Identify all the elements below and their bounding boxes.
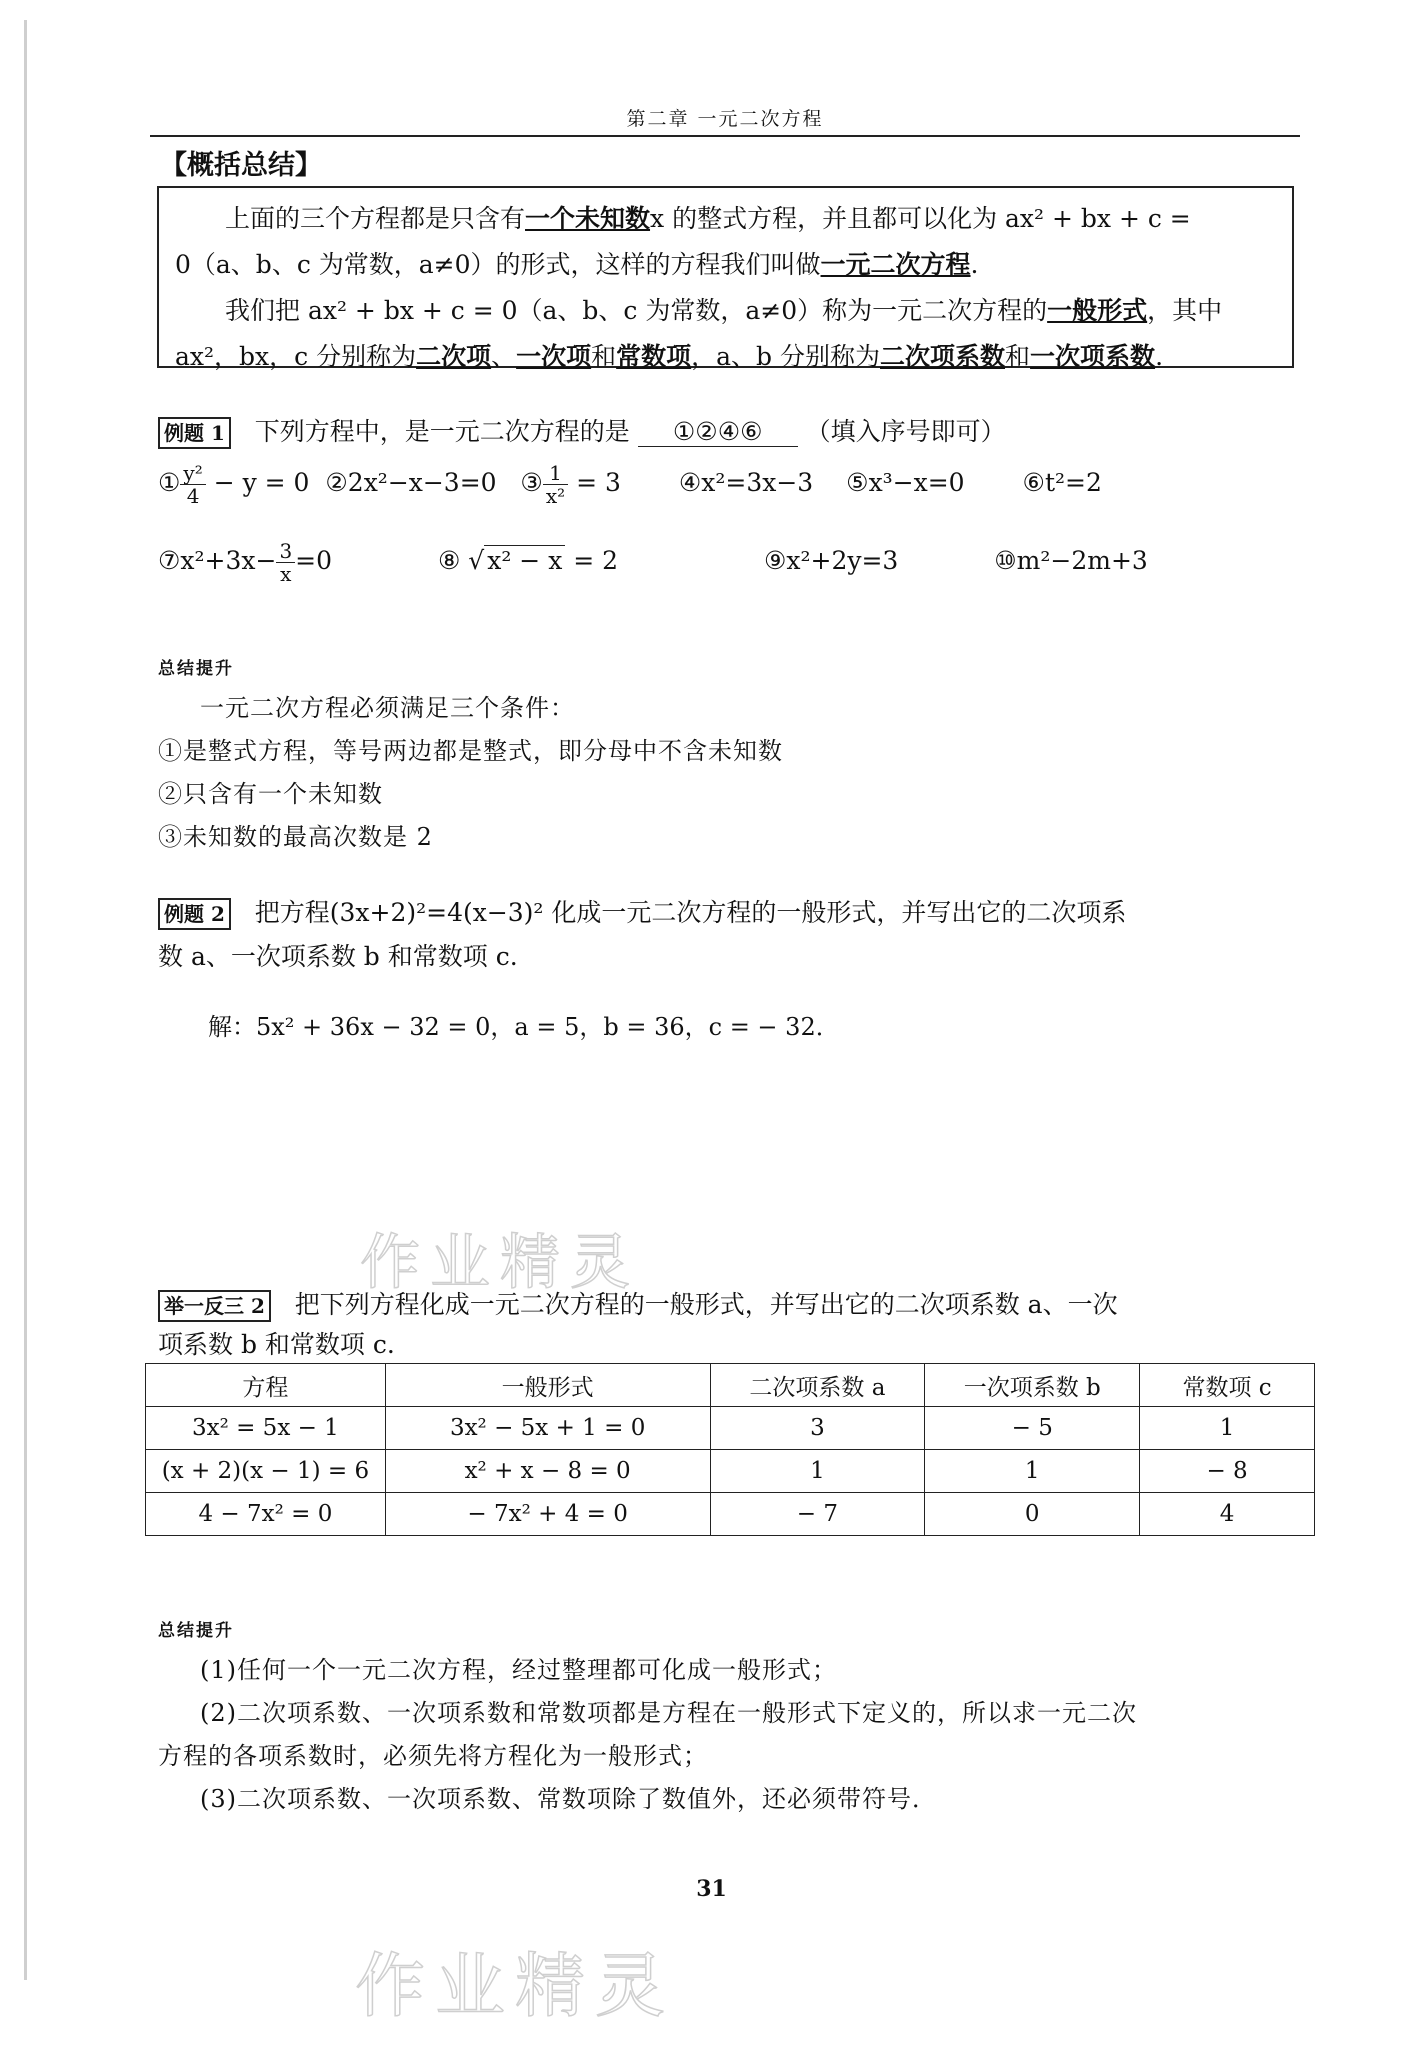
practice2-question-line2: 项系数 b 和常数项 c. bbox=[158, 1330, 395, 1359]
example1-options-row1 bbox=[158, 462, 1102, 507]
option-7: ⑦x²+3x− $\frac{3}{x}$ =0 bbox=[158, 539, 333, 586]
scan-edge bbox=[24, 20, 27, 1980]
example2-question-line2: 数 a、一次项系数 b 和常数项 c. bbox=[158, 942, 518, 971]
option-5: ⑤x³−x=0 bbox=[846, 468, 965, 497]
summary-point-1: (1)任何一个一元二次方程，经过整理都可化成一般形式； bbox=[200, 1656, 837, 1684]
example1-options-row2 bbox=[158, 540, 1148, 585]
watermark-center: 作业精灵 bbox=[360, 1228, 640, 1298]
page-number: 31 bbox=[696, 1876, 727, 1902]
table-row bbox=[146, 1450, 1315, 1493]
condition-2: ②只含有一个未知数 bbox=[158, 780, 383, 808]
table-cell: − 7x² + 4 = 0 bbox=[385, 1493, 710, 1536]
summary-paragraph-2: 我们把 ax² + bx + c = 0（a、b、c 为常数，a≠0）称为一元二次方程的一般形式，其中 ax²，bx，c 分别称为二次项、一次项和常数项，a、b 分别称为二次项系数和一次项系数. bbox=[175, 296, 1223, 371]
table-cell: 1 bbox=[1140, 1407, 1315, 1450]
example2-solution: 解：5x² + 36x − 32 = 0，a = 5，b = 36，c = − 32． bbox=[208, 1013, 840, 1041]
table-cell: 3x² − 5x + 1 = 0 bbox=[385, 1407, 710, 1450]
example1-answer: ①②④⑥ bbox=[638, 417, 798, 447]
summary-point-2b: 方程的各项系数时，必须先将方程化为一般形式； bbox=[158, 1742, 708, 1770]
table-header-cell: 一般形式 bbox=[385, 1364, 710, 1407]
coefficient-table bbox=[145, 1363, 1315, 1536]
table-cell: 4 − 7x² = 0 bbox=[146, 1493, 386, 1536]
summary-up-title-1: 总结提升 bbox=[158, 659, 234, 679]
option-4: ④x²=3x−3 bbox=[678, 468, 814, 497]
option-2: ②2x²−x−3=0 bbox=[325, 468, 497, 497]
table-header-cell: 一次项系数 b bbox=[925, 1364, 1140, 1407]
option-10: ⑩m²−2m+3 bbox=[994, 546, 1148, 575]
summary-title: 【概括总结】 bbox=[160, 150, 322, 181]
table-cell: − 5 bbox=[925, 1407, 1140, 1450]
table-cell: 3 bbox=[710, 1407, 925, 1450]
table-cell: 1 bbox=[925, 1450, 1140, 1493]
table-cell: 4 bbox=[1140, 1493, 1315, 1536]
table-row bbox=[146, 1407, 1315, 1450]
summary-box bbox=[157, 186, 1294, 371]
chapter-header: 第二章 一元二次方程 bbox=[626, 108, 824, 130]
table-cell: (x + 2)(x − 1) = 6 bbox=[146, 1450, 386, 1493]
table-cell: 0 bbox=[925, 1493, 1140, 1536]
summary-up-title-2: 总结提升 bbox=[158, 1621, 234, 1641]
table-row bbox=[146, 1493, 1315, 1536]
table-cell: − 7 bbox=[710, 1493, 925, 1536]
summary-up-intro: 一元二次方程必须满足三个条件： bbox=[200, 694, 575, 722]
table-cell: 1 bbox=[710, 1450, 925, 1493]
table-cell: x² + x − 8 = 0 bbox=[385, 1450, 710, 1493]
option-9: ⑨x²+2y=3 bbox=[763, 546, 899, 575]
table-cell: 3x² = 5x − 1 bbox=[146, 1407, 386, 1450]
summary-point-2a: (2)二次项系数、一次项系数和常数项都是方程在一般形式下定义的，所以求一元二次 bbox=[200, 1699, 1137, 1727]
option-8: ⑧ √ x² − x = 2 bbox=[437, 546, 619, 575]
option-6: ⑥t²=2 bbox=[1022, 468, 1102, 497]
table-cell: − 8 bbox=[1140, 1450, 1315, 1493]
example1-tag: 例题 1 bbox=[158, 417, 231, 449]
example2-tag: 例题 2 bbox=[158, 898, 231, 930]
table-header-cell: 方程 bbox=[146, 1364, 386, 1407]
watermark-bottom: 作业精灵 bbox=[355, 1945, 675, 2027]
practice2-tag: 举一反三 2 bbox=[158, 1290, 271, 1322]
table-header-row bbox=[146, 1364, 1315, 1407]
example1-question: 例题 1 下列方程中，是一元二次方程的是 ①②④⑥ （填入序号即可） bbox=[158, 412, 1006, 449]
table-header-cell: 二次项系数 a bbox=[710, 1364, 925, 1407]
summary-paragraph-1: 上面的三个方程都是只含有一个未知数x 的整式方程，并且都可以化为 ax² + bx + c = 0（a、b、c 为常数，a≠0）的形式，这样的方程我们叫做一元二次方程. bbox=[175, 204, 1191, 279]
practice2-question-line1: 举一反三 2 把下列方程化成一元二次方程的一般形式，并写出它的二次项系数 a、一次 bbox=[158, 1285, 1118, 1322]
condition-3: ③未知数的最高次数是 2 bbox=[158, 823, 433, 851]
option-3: ③ $\frac{1}{\text{x²}}$ = 3 bbox=[520, 461, 621, 508]
example2-question-line1: 例题 2 把方程(3x+2)²=4(x−3)² 化成一元二次方程的一般形式，并写出它的二次项系 bbox=[158, 893, 1126, 930]
header-rule bbox=[150, 135, 1300, 137]
summary-point-3: (3)二次项系数、一次项系数、常数项除了数值外，还必须带符号． bbox=[200, 1785, 937, 1813]
option-1: ① $\frac{\text{y²}}{4}$ − y = 0 bbox=[158, 461, 310, 508]
table-header-cell: 常数项 c bbox=[1140, 1364, 1315, 1407]
condition-1: ①是整式方程，等号两边都是整式，即分母中不含未知数 bbox=[158, 737, 783, 765]
